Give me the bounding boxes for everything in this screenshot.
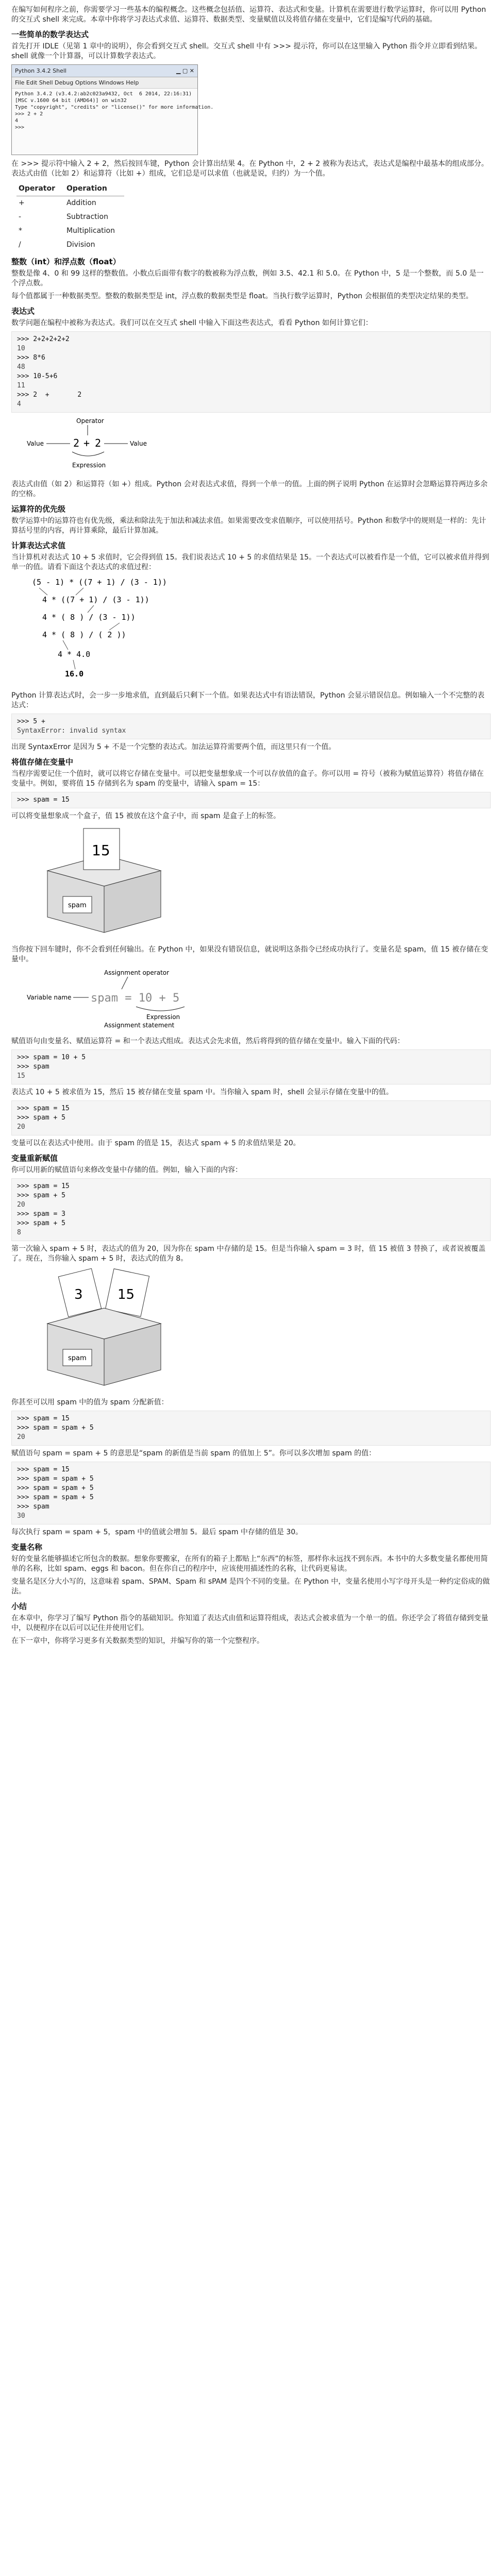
table-header: Operation bbox=[64, 182, 124, 196]
expression-diagram bbox=[27, 416, 491, 476]
paragraph: 好的变量名能够描述它所包含的数据。想象你要搬家，在所有的箱子上都贴上“东西”的标签，那样你永远找不到东西。本书中的大多数变量名都使用简单的名称，比如 spam、eggs 和 bacon。但在你自己的程序中，应该使用描述性的名称，让代码更易读。 bbox=[11, 1555, 488, 1573]
paragraph: 第一次输入 spam + 5 时，表达式的值为 20，因为你在 spam 中存储的是 15。但是当你输入 spam = 3 时，值 15 被值 3 替换了，或者说被覆盖了。现在，当你输入 spam + 5 时，表达式的值为 8。 bbox=[11, 1245, 486, 1263]
new-value: 3 bbox=[74, 1287, 83, 1302]
section-heading-math: 一些简单的数学表达式 bbox=[11, 30, 89, 39]
evaluation-svg bbox=[27, 575, 192, 684]
shell-line: Type "copyright", "credits" or "license()" for more information. bbox=[15, 105, 214, 110]
shell-title: Python 3.4.2 Shell bbox=[15, 67, 66, 74]
variable-name-label: Variable name bbox=[27, 994, 72, 1001]
paragraph: 出现 SyntaxError 是因为 5 + 不是一个完整的表达式。加法运算符需要两个值，而这里只有一个值。 bbox=[11, 743, 336, 751]
eval-step-1: (5 - 1) * ((7 + 1) / (3 - 1)) bbox=[32, 578, 167, 587]
operators-table bbox=[16, 182, 124, 252]
section-heading-precedence: 运算符的优先级 bbox=[11, 504, 66, 514]
assignment-code: spam = 10 + 5 bbox=[91, 992, 180, 1005]
operator-label: Operator bbox=[76, 417, 104, 425]
value-one: 2 bbox=[73, 437, 80, 449]
code-line: 48 bbox=[17, 363, 25, 371]
paragraph: 表达式 10 + 5 被求值为 15，然后 15 被存储在变量 spam 中。当你输入 spam 时，shell 会显示存储在变量中的值。 bbox=[11, 1088, 393, 1096]
paragraph: 当程序需要记住一个值时，就可以将它存储在变量中。可以把变量想象成一个可以存放值的盒子。你可以用 = 符号（被称为赋值运算符）将值存储在变量中。例如，要将值 15 存储到名为 spam 的变量中，请输入 spam = 15： bbox=[11, 770, 484, 788]
table-row bbox=[16, 210, 124, 224]
code-block bbox=[11, 714, 491, 739]
paragraph: 整数是像 4、0 和 99 这样的整数值。小数点后面带有数字的数被称为浮点数，例如 3.5、42.1 和 5.0。在 Python 中，5 是一个整数，而 5.0 是一个浮点数。 bbox=[11, 269, 484, 287]
code-line: >>> spam = 3 bbox=[17, 1210, 65, 1218]
section-heading-int-float: 整数（int）和浮点数（float） bbox=[11, 257, 121, 266]
section-heading-reassign: 变量重新赋值 bbox=[11, 1154, 58, 1163]
code-line: >>> spam bbox=[17, 1503, 49, 1511]
paragraph: 当你按下回车键时，你不会看到任何输出。在 Python 中，如果没有错误信息，就说明这条指令已经成功执行了。变量名是 spam，值 15 被存储在变量中。 bbox=[11, 945, 488, 963]
shell-line: Python 3.4.2 (v3.4.2:ab2c023a9432, Oct 6 2014, 22:16:31) bbox=[15, 91, 192, 97]
old-value: 15 bbox=[118, 1287, 135, 1302]
code-block bbox=[11, 1049, 491, 1084]
window-controls-icon: ▁ ▢ ✕ bbox=[176, 67, 194, 74]
expression-brace bbox=[136, 1007, 185, 1011]
paragraph: 你甚至可以用 spam 中的值为 spam 分配新值： bbox=[11, 1398, 169, 1406]
shell-menu-bar: File Edit Shell Debug Options Windows Help bbox=[12, 77, 197, 89]
code-line: >>> spam = 15 bbox=[17, 1466, 70, 1473]
code-line: >>> spam = 15 bbox=[17, 796, 70, 804]
paragraph: 数学问题在编程中被称为表达式。我们可以在交互式 shell 中输入下面这些表达式，看看 Python 如何计算它们： bbox=[11, 319, 373, 327]
paragraph: Python 计算表达式时，会一步一步地求值，直到最后只剩下一个值。如果表达式中有语法错误，Python 会显示错误信息。例如输入一个不完整的表达式： bbox=[11, 691, 484, 709]
eval-step-3: 4 * ( 8 ) / (3 - 1)) bbox=[42, 613, 136, 622]
code-block bbox=[11, 331, 491, 413]
code-line: 15 bbox=[17, 1072, 25, 1080]
variable-box-diagram bbox=[27, 824, 491, 941]
operation-cell: Addition bbox=[66, 199, 96, 207]
paragraph: 可以将变量想象成一个盒子，值 15 被放在这个盒子中，而 spam 是盒子上的标签。 bbox=[11, 812, 281, 820]
paragraph: 首先打开 IDLE（见第 1 章中的说明），你会看到交互式 shell。交互式 shell 中有 >>> 提示符，你可以在这里输入 Python 指令并立即看到结果。shell 就像一个计算器，可以计算数学表达式。 bbox=[11, 42, 482, 60]
box-label: spam bbox=[68, 902, 87, 909]
eval-step-5: 4 * 4.0 bbox=[58, 650, 91, 659]
operator-cell: - bbox=[19, 213, 22, 221]
paragraph: 在下一章中，你将学习更多有关数据类型的知识，并编写你的第一个完整程序。 bbox=[11, 1637, 264, 1645]
code-line: >>> spam = 10 + 5 bbox=[17, 1054, 86, 1061]
code-block bbox=[11, 1462, 491, 1524]
table-row bbox=[16, 224, 124, 238]
operator-cell: / bbox=[19, 241, 21, 249]
eval-step-4: 4 * ( 8 ) / ( 2 )) bbox=[42, 630, 126, 639]
operation-cell: Subtraction bbox=[66, 213, 108, 221]
paragraph: 每次执行 spam = spam + 5，spam 中的值就会增加 5。最后 spam 中存储的值是 30。 bbox=[11, 1528, 303, 1536]
value-two: 2 bbox=[95, 437, 102, 449]
article bbox=[11, 0, 491, 1652]
code-line: >>> spam = spam + 5 bbox=[17, 1424, 94, 1432]
eval-step-2: 4 * ((7 + 1) / (3 - 1)) bbox=[42, 595, 149, 604]
operator-pointer bbox=[122, 977, 128, 989]
paragraph: 每个值都属于一种数据类型。整数的数据类型是 int，浮点数的数据类型是 float。当执行数学运算时，Python 会根据值的类型决定结果的类型。 bbox=[11, 292, 473, 300]
box-value: 15 bbox=[92, 842, 110, 859]
operator-symbol: + bbox=[83, 437, 90, 449]
shell-line: >>> bbox=[15, 125, 28, 130]
code-line: >>> spam + 5 bbox=[17, 1219, 65, 1227]
section-heading-variables: 将值存储在变量中 bbox=[11, 757, 74, 767]
code-block bbox=[11, 792, 491, 808]
intro-paragraph: 在编写如何程序之前，你需要学习一些基本的编程概念。这些概念包括值、运算符、表达式和变量。计算机在需要进行数学运算时，你可以用 Python 的交互式 shell 来完成。本章中你将学习表达式求值、运算符、数据类型、变量赋值以及将值存储在变量中，它们是编写代码的基础。 bbox=[11, 6, 486, 24]
code-line: 10 bbox=[17, 345, 25, 352]
code-line: >>> 8*6 bbox=[17, 354, 45, 362]
code-line: >>> spam bbox=[17, 1063, 49, 1071]
idle-shell-screenshot bbox=[11, 64, 214, 155]
paragraph: 数学运算中的运算符也有优先级，乘法和除法先于加法和减法求值。如果需要改变求值顺序，可以使用括号。Python 和数学中的规则是一样的：先计算括号里的内容，再计算乘除，最后计算加减。 bbox=[11, 517, 486, 535]
paragraph: 表达式由值（如 2）和运算符（如 +）组成。Python 会对表达式求值，得到一个单一的值。上面的例子说明 Python 在运算时会忽略运算符两边多余的空格。 bbox=[11, 480, 488, 498]
section-heading-names: 变量名称 bbox=[11, 1543, 43, 1552]
code-line: >>> spam = 15 bbox=[17, 1105, 70, 1112]
code-line: 8 bbox=[17, 1229, 21, 1236]
code-line: >>> spam = 15 bbox=[17, 1415, 70, 1422]
assignment-diagram bbox=[27, 968, 491, 1032]
code-line: 4 bbox=[17, 400, 21, 408]
table-header: Operator bbox=[16, 182, 64, 196]
overwrite-svg bbox=[27, 1267, 181, 1391]
expression-label: Expression bbox=[72, 462, 106, 469]
code-line: >>> spam = spam + 5 bbox=[17, 1475, 94, 1483]
expression-brace bbox=[72, 452, 104, 456]
shell-line: 4 bbox=[15, 118, 19, 124]
paragraph: 当计算机对表达式 10 + 5 求值时，它会得到值 15。我们说表达式 10 + 5 的求值结果是 15。一个表达式可以被看作是一个值，它可以被求值并得到单一的值。请看下面这个表达式的求值过程： bbox=[11, 553, 490, 571]
overwrite-box-diagram bbox=[27, 1267, 491, 1394]
paragraph: 变量可以在表达式中使用。由于 spam 的值是 15，表达式 spam + 5 的求值结果是 20。 bbox=[11, 1139, 300, 1147]
box-label: spam bbox=[68, 1354, 87, 1362]
section-heading-summary: 小结 bbox=[11, 1602, 27, 1611]
operator-cell: * bbox=[19, 227, 22, 235]
code-block bbox=[11, 1178, 491, 1241]
operation-cell: Multiplication bbox=[66, 227, 115, 235]
paragraph: 在 >>> 提示符中输入 2 + 2，然后按回车键，Python 会计算出结果 4。在 Python 中，2 + 2 被称为表达式，表达式是编程中最基本的组成部分。表达式由值（比如 2）和运算符（比如 +）组成，它们总是可以求值（也就是说，归约）为一个值。 bbox=[11, 160, 489, 178]
code-line: >>> 2 + 2 bbox=[17, 391, 82, 399]
code-block bbox=[11, 1411, 491, 1446]
code-line: 20 bbox=[17, 1201, 25, 1209]
box-svg bbox=[27, 824, 181, 938]
value-label-right: Value bbox=[130, 440, 147, 447]
assignment-operator-label: Assignment operator bbox=[104, 969, 170, 976]
shell-body bbox=[12, 89, 214, 155]
code-block bbox=[11, 1100, 491, 1136]
expression-svg bbox=[27, 416, 150, 472]
code-line: >>> spam = spam + 5 bbox=[17, 1484, 94, 1492]
code-line: >>> spam + 5 bbox=[17, 1192, 65, 1199]
shell-title-bar bbox=[12, 65, 197, 77]
code-line: SyntaxError: invalid syntax bbox=[17, 727, 126, 735]
code-line: 20 bbox=[17, 1123, 25, 1131]
paragraph: 赋值语句由变量名、赋值运算符 = 和一个表达式组成。表达式会先求值，然后将得到的值存储在变量中。输入下面的代码： bbox=[11, 1037, 405, 1045]
table-row bbox=[16, 196, 124, 211]
paragraph: 变量名是区分大小写的，这意味着 spam、SPAM、Spam 和 sPAM 是四个不同的变量。在 Python 中，变量名使用小写字母开头是一种约定俗成的做法。 bbox=[11, 1578, 490, 1596]
shell-line: >>> 2 + 2 bbox=[15, 111, 43, 117]
shell-line: [MSC v.1600 64 bit (AMD64)] on win32 bbox=[15, 98, 127, 104]
code-line: >>> spam = 15 bbox=[17, 1182, 70, 1190]
section-heading-expressions: 表达式 bbox=[11, 307, 35, 316]
evaluation-diagram bbox=[27, 575, 491, 687]
eval-result: 16.0 bbox=[65, 669, 84, 679]
code-line: >>> 5 + bbox=[17, 718, 45, 725]
code-line: >>> spam + 5 bbox=[17, 1114, 65, 1122]
code-line: 11 bbox=[17, 382, 25, 389]
assignment-statement-label: Assignment statement bbox=[104, 1022, 175, 1029]
code-line: 30 bbox=[17, 1512, 25, 1520]
code-line: >>> spam = spam + 5 bbox=[17, 1494, 94, 1501]
expression-label: Expression bbox=[146, 1013, 180, 1021]
section-heading-evaluation: 计算表达式求值 bbox=[11, 541, 66, 550]
assignment-svg bbox=[27, 968, 233, 1029]
operation-cell: Division bbox=[66, 241, 95, 249]
code-line: >>> 10-5+6 bbox=[17, 372, 58, 380]
table-row bbox=[16, 238, 124, 252]
paragraph: 在本章中，你学习了编写 Python 指令的基础知识。你知道了表达式由值和运算符组成，表达式会被求值为一个单一的值。你还学会了将值存储到变量中，以便程序在以后可以记住并使用它们。 bbox=[11, 1614, 489, 1632]
code-line: 20 bbox=[17, 1433, 25, 1441]
operator-cell: + bbox=[19, 199, 25, 207]
paragraph: 赋值语句 spam = spam + 5 的意思是“spam 的新值是当前 spam 的值加上 5”。你可以多次增加 spam 的值： bbox=[11, 1449, 376, 1458]
value-label-left: Value bbox=[27, 440, 44, 447]
code-line: >>> 2+2+2+2+2 bbox=[17, 335, 70, 343]
paragraph: 你可以用新的赋值语句来修改变量中存储的值。例如，输入下面的内容： bbox=[11, 1166, 242, 1174]
